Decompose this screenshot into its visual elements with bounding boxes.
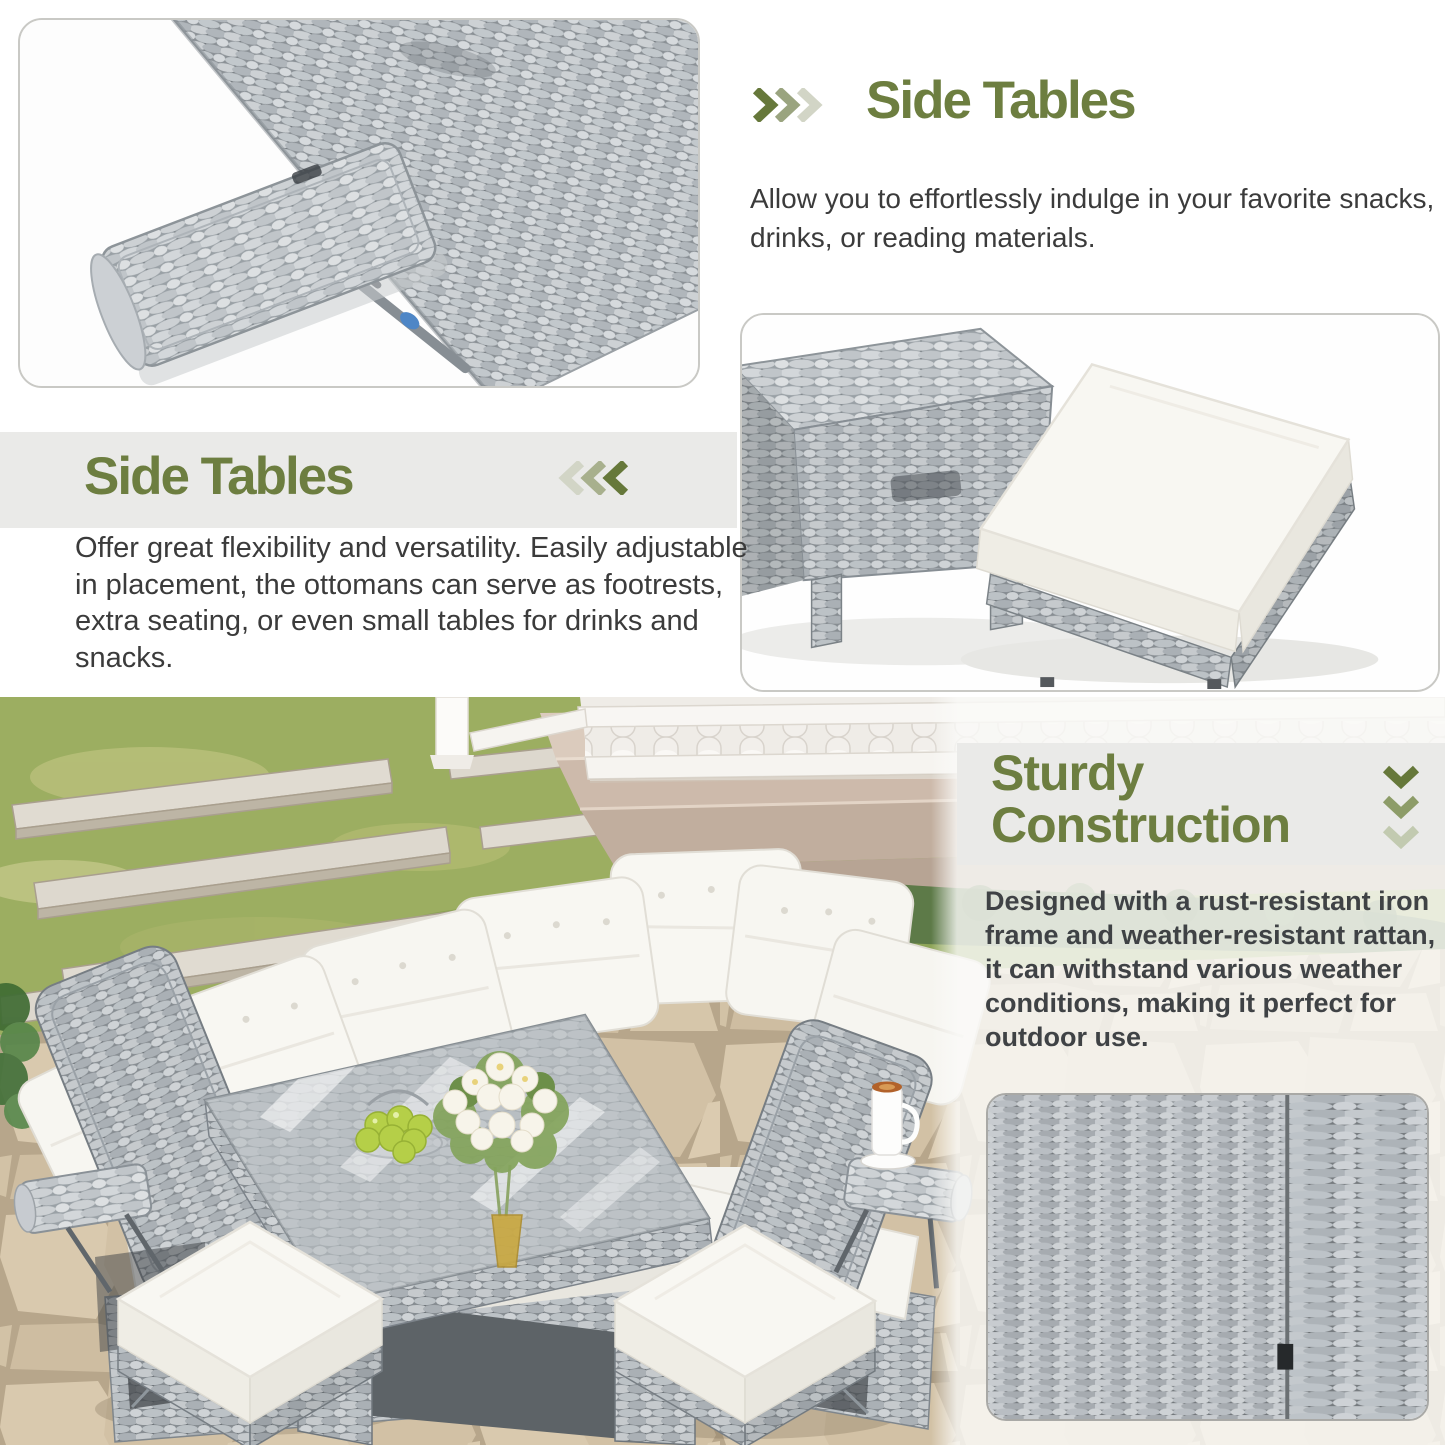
title-line-2: Construction: [991, 797, 1291, 853]
rattan-weave-illustration: [988, 1095, 1427, 1419]
section-title: [991, 747, 1290, 851]
triple-chevron-down-icon: [1383, 765, 1419, 855]
section-body: Allow you to effortlessly indulge in your favorite snacks, drinks, or reading materials.: [750, 183, 1435, 253]
weave-panel-right: [1287, 1095, 1427, 1419]
ottoman-illustration: [742, 315, 1438, 690]
pergola-post: [430, 697, 474, 769]
triple-chevron-left-icon: [558, 461, 632, 495]
title-line-1: Sturdy: [991, 745, 1144, 801]
section-body: Offer great flexibility and versatility. Easily adjustable in placement, the ottomans can serve as footrests, extra seating, or even small tables for drinks and snacks.: [75, 532, 748, 674]
section-side-tables-top: [748, 70, 1445, 260]
weave-gap: [1277, 1344, 1293, 1370]
side-table-closeup-illustration: [20, 20, 698, 386]
triple-chevron-right-icon: [753, 88, 823, 122]
panel-header: [957, 743, 1445, 865]
photo-side-table-closeup: [18, 18, 700, 388]
section-side-tables-banner: [0, 432, 737, 528]
photo-ottoman-side-table: [740, 313, 1440, 692]
weave-panel-left: [988, 1095, 1287, 1419]
section-body: Designed with a rust-resistant iron frame and weather-resistant rattan, it can withstand various weather conditions, making it perfect for outdoor use.: [985, 886, 1436, 1053]
photo-rattan-weave-closeup: [986, 1093, 1429, 1421]
section-title: Side Tables: [866, 71, 1135, 130]
section-sturdy-construction: [957, 697, 1445, 1445]
section-title: Side Tables: [84, 447, 353, 506]
